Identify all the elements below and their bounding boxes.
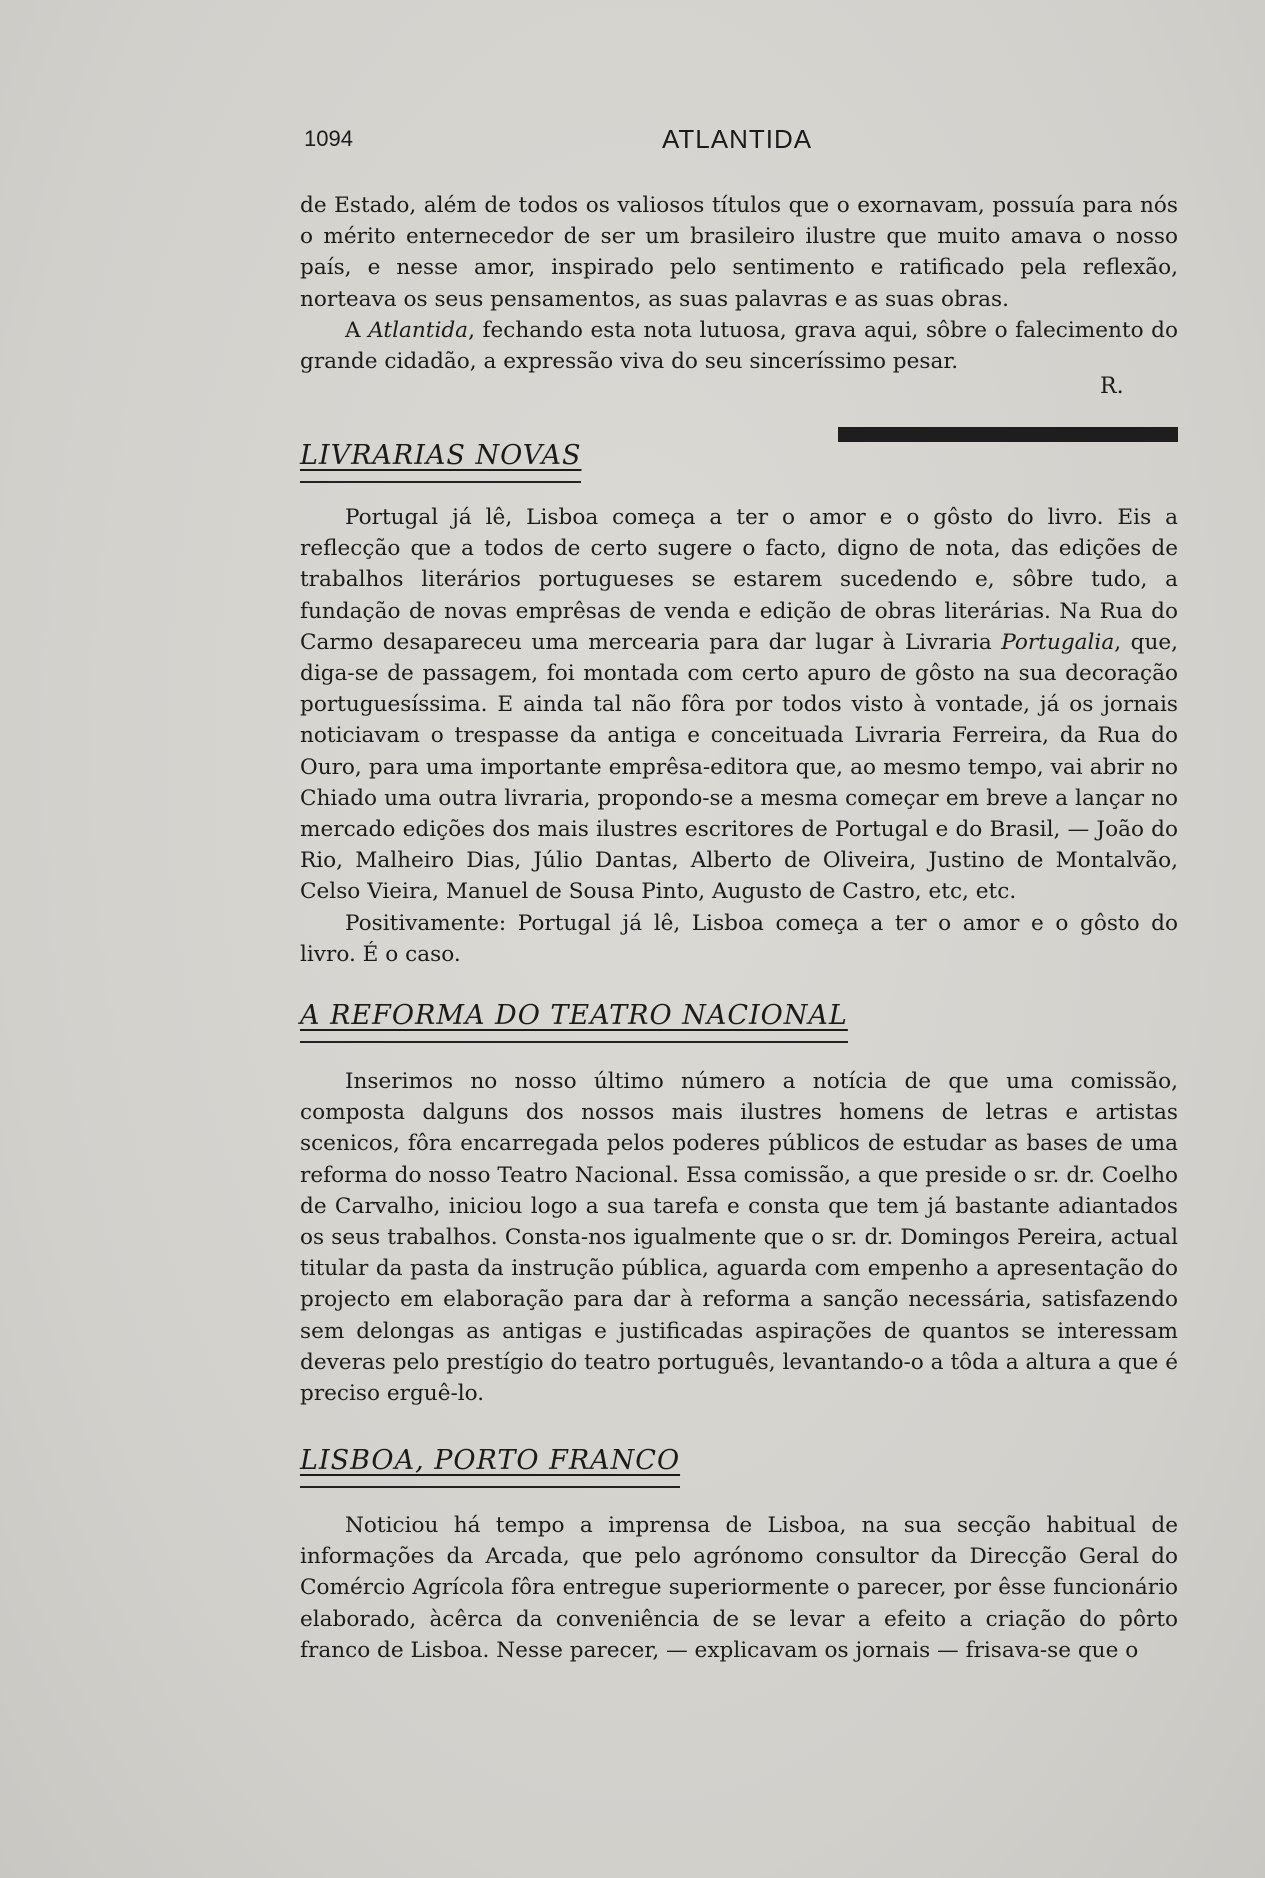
section-2-paragraph-1: Inserimos no nosso último número a notícia de que uma comissão, composta dalguns dos nossos mais ilustres homens de letras e artistas scenicos, fôra encarregada pelos poderes públicos de estudar as bases de uma reforma do nosso Teatro Nacional. Essa comissão, a que preside o sr. dr. Coelho de Carvalho, iniciou logo a sua tarefa e consta que tem já bastante adiantados os seus trabalhos. Consta-nos igualmente que o sr. dr. Domingos Pereira, actual titular da pasta da instrução pública, aguarda com empenho a apresentação do projecto em elaboração para dar à reforma a sanção necessária, satisfazendo sem delongas as antigas e justificadas aspirações de quantos se interessam deveras pelo prestígio do teatro português, levantando-o a tôda a altura a que é preciso erguê-lo. [300, 1069, 1178, 1407]
section-3-paragraph-1: Noticiou há tempo a imprensa de Lisboa, na sua secção habitual de informações da Arcada, que pelo agrónomo consultor da Direcção Geral do Comércio Agrícola fôra entregue superiormente o parecer, por êsse funcionário elaborado, àcêrca da conveniência de se levar a efeito a criação do pôrto franco de Lisboa. Nesse parecer, — explicavam os jornais — frisava-se que o [300, 1513, 1178, 1663]
section-1-paragraph-2: Positivamente: Portugal já lê, Lisboa começa a ter o amor e o gôsto do livro. É o caso. [300, 910, 1178, 967]
section-2-text [300, 1066, 1178, 1409]
s1-p1-start: Portugal já lê, Lisboa começa a ter o amor e o gôsto do livro. Eis a reflecção que a todos de certo sugere o facto, digno de nota, das edições de trabalhos literários portugueses se estarem sucedendo e, sôbre tudo, a fundação de novas emprêsas de venda e edição de obras literárias. Na Rua do Carmo desapareceu uma mercearia para dar lugar à Livraria [300, 505, 1178, 655]
section-1-text [300, 502, 1178, 970]
journal-title: ATLANTIDA [662, 124, 813, 154]
intro-p2-end: , fechando esta nota lutuosa, grava aqui, sôbre o falecimento do grande cidadão, a expressão viva do seu sinceríssimo pesar. [300, 317, 1178, 375]
s1-p1-emphasis: Portugalia [1001, 629, 1115, 655]
section-divider-rule [838, 427, 1178, 442]
section-heading-livrarias-novas: LIVRARIAS NOVAS [300, 440, 582, 471]
intro-paragraph-1: de Estado, além de todos os valiosos títulos que o exornavam, possuía para nós o mérito enternecedor de ser um brasileiro ilustre que muito amava o nosso país, e nesse amor, inspirado pelo sentimento e ratificado pela reflexão, norteava os seus pensamentos, as suas palavras e as suas obras. [300, 193, 1178, 312]
running-header [300, 122, 1180, 156]
s1-p1-end: , que, diga-se de passagem, foi montada com certo apuro de gôsto na sua decoração portuguesíssima. E ainda tal não fôra por todos visto à vontade, já os jornais noticiavam o trespasse da antiga e conceituada Livraria Ferreira, da Rua do Ouro, para uma importante emprêsa-editora que, ao mesmo tempo, vai abrir no Chiado uma outra livraria, propondo-se a mesma começar em breve a lançar no mercado edições dos mais ilustres escritores de Portugal e do Brasil, — João do Rio, Malheiro Dias, Júlio Dantas, Alberto de Oliveira, Justino de Montalvão, Celso Vieira, Manuel de Sousa Pinto, Augusto de Castro, etc, etc. [300, 629, 1178, 905]
intro-p2-emphasis: Atlantida [368, 317, 469, 343]
page-number: 1094 [304, 126, 353, 151]
intro-p2-start: A [345, 317, 369, 343]
section-1-paragraph-1 [300, 502, 1178, 908]
author-signature: R. [1100, 374, 1124, 399]
section-heading-lisboa-porto-franco: LISBOA, PORTO FRANCO [300, 1445, 681, 1476]
intro-paragraph-2 [300, 315, 1178, 377]
intro-text [300, 190, 1178, 377]
section-heading-reforma-teatro: A REFORMA DO TEATRO NACIONAL [300, 1000, 848, 1031]
section-3-text [300, 1510, 1178, 1666]
